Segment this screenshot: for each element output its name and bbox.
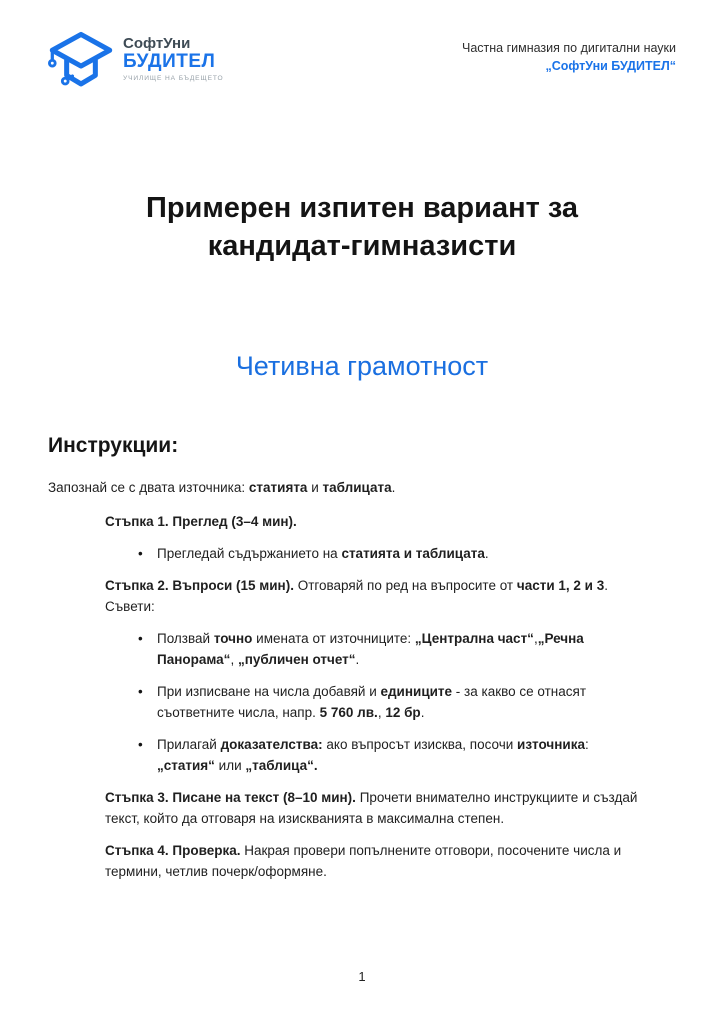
bullet-item: • При изписване на числа добавяй и единиците - за какво се отнасят съответните числа, напр. 5 760 лв., 12 бр.	[105, 681, 646, 723]
logo-name: БУДИТЕЛ	[123, 51, 216, 72]
softuni-buditel-logo	[48, 30, 224, 92]
step-1-bullet-list	[105, 543, 676, 564]
step-2-bullet-list	[105, 628, 676, 776]
document-subtitle: Четивна грамотност	[235, 351, 489, 381]
step-4-paragraph: Стъпка 4. Проверка. Накрая провери попълнените отговори, посочените числа и термини, четлив почерк/оформяне.	[105, 843, 622, 879]
logo-text	[123, 30, 224, 82]
page-number: 1	[358, 969, 366, 984]
logo-tagline: УЧИЛИЩЕ НА БЪДЕЩЕТО	[123, 75, 224, 82]
step-1-paragraph: Стъпка 1. Преглед (3–4 мин).	[105, 514, 297, 529]
page-header	[48, 30, 676, 92]
graduation-cap-icon	[48, 30, 114, 92]
step-3-paragraph: Стъпка 3. Писане на текст (8–10 мин). Прочети внимателно инструкциите и създай текст, който да отговаря на изискванията в максимална степен.	[105, 790, 638, 826]
bullet-item: • Ползвай точно имената от източниците: „Централна част“,„Речна Панорама“, „публичен отчет“.	[105, 628, 646, 670]
school-type-line: Частна гимназия по дигитални науки	[461, 41, 676, 55]
instructions-heading: Инструкции:	[48, 434, 179, 457]
bullet-item: • Прегледай съдържанието на статията и таблицата.	[105, 543, 646, 564]
step-2-paragraph: Стъпка 2. Въпроси (15 мин). Отговаряй по ред на въпросите от части 1, 2 и 3. Съвети:	[105, 578, 608, 614]
school-header-text	[462, 30, 676, 75]
document-title: Примерен изпитен вариант за кандидат-гимназисти	[145, 192, 579, 262]
school-name-line: „СофтУни БУДИТЕЛ“	[545, 58, 676, 73]
intro-paragraph: Запознай се с двата източника: статията и таблицата.	[48, 480, 396, 495]
logo-brand: СофтУни	[123, 35, 191, 52]
bullet-item: • Прилагай доказателства: ако въпросът изисква, посочи източника: „статия“ или „таблица“.	[105, 734, 646, 776]
